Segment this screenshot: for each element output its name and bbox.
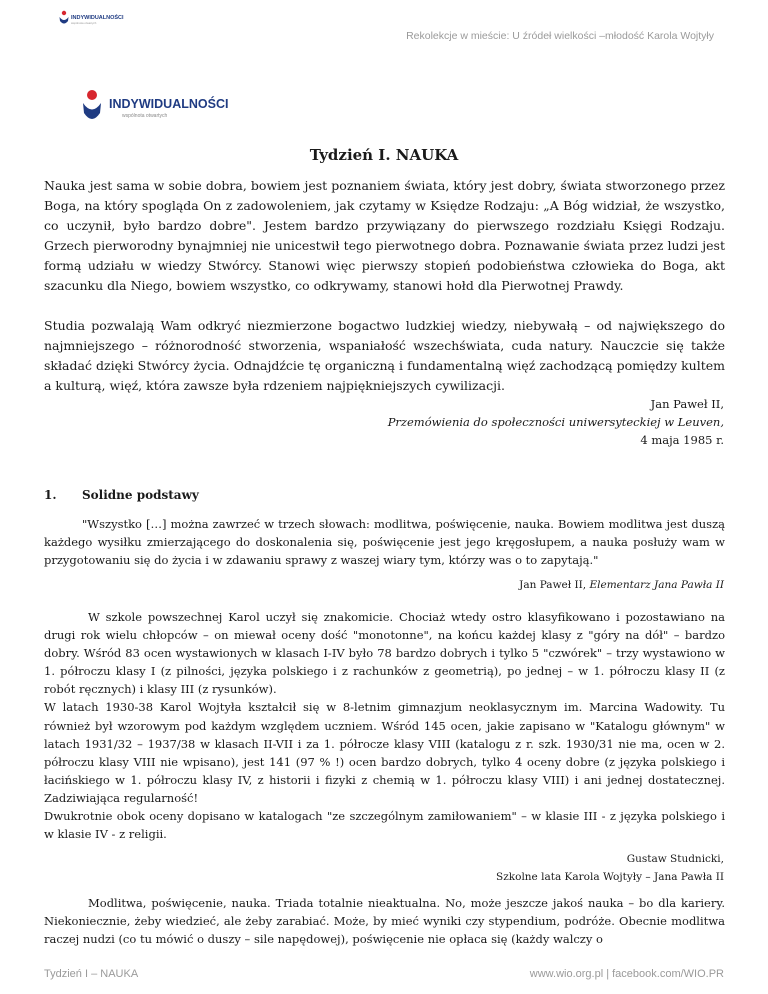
small-logo-brand: INDYWIDUALNOŚCI	[71, 15, 124, 21]
body-paragraph-4: Modlitwa, poświęcenie, nauka. Triada totalnie nieaktualna. No, może jeszcze jakoś nauka – bo dla kariery. Niekoniecznie, żeby wiedzieć, ale żeby zarabiać. Może, by mieć wyniki czy stypendium, podróże. Obecnie modlitwa raczej nudzi (co tu mówić o duszy – sile napędowej), poświęcenie nie opłaca się (każdy walczy o	[44, 896, 725, 947]
logo-brand: INDYWIDUALNOŚCI	[109, 97, 229, 111]
section-heading	[44, 488, 199, 502]
body-paragraph-2: W latach 1930-38 Karol Wojtyła kształcił się w 8-letnim gimnazjum neoklasycznym im. Marcina Wadowity. Tu również był wzorowym pod każdym względem uczniem. Wśród 145 ocen, jakie zapisano w "Katalogu głównym" w latach 1931/32 – 1937/38 w klasach II-VII i za 1. półrocze klasy VIII (katalogu z r. szk. 1930/31 nie ma, ocen w 2. półroczu klasy VIII nie wpisano), jest 141 (97 % !) ocen bardzo dobrych, tylko 4 oceny dobre (z języka polskiego i łacińskiego w 1. półroczu klasy IV, z historii i fizyki z chemią w 1. półroczu klasy VIII) i ani jednej dostatecznej. Zadziwiająca regularność!	[44, 700, 725, 805]
footer-right: www.wio.org.pl | facebook.com/WIO.PR	[529, 968, 724, 980]
body-paragraph-3: Dwukrotnie obok oceny dopisano w katalogach "ze szczególnym zamiłowaniem" – w klasie III - z języka polskiego i w klasie IV - z religii.	[44, 809, 725, 842]
body-sig-source: Szkolne lata Karola Wojtyły – Jana Pawła II	[496, 871, 724, 883]
footer-left: Tydzień I – NAUKA	[44, 968, 139, 980]
quote-signature	[519, 579, 724, 591]
body-paragraph-1: W szkole powszechnej Karol uczył się znakomicie. Chociaż wtedy ostro klasyfikowano i pozostawiano na drugi rok wielu chłopców – on miewał oceny dość "monotonne", na końcu każdej klasy z "góry na dół" – bardzo dobry. Wśród 83 ocen wystawionych w klasach I-IV było 78 bardzo dobrych i tylko 5 "czwórek" – trzy wystawiono w 1. półroczu klasy I (z pilności, języka polskiego i z rachunków z geometrią), po jednej – w 1. półroczu klasy II (z robót ręcznych) i klasy III (z rysunków).	[44, 610, 725, 697]
intro-paragraph-2: Studia pozwalają Wam odkryć niezmierzone bogactwo ludzkiej wiedzy, niebywałą – od największego do najmniejszego – różnorodność stworzenia, wspaniałość wszechświata, cuda natury. Nauczcie się także składać dzięki Stwórcy życia. Odnajdźcie tę organiczną i fundamentalną więź zachodzącą pomiędzy kultem a kulturą, więź, która zawsze była rdzeniem najpiękniejszych cywilizacji.	[44, 318, 725, 393]
intro-sig-date: 4 maja 1985 r.	[640, 433, 724, 447]
small-logo-tagline: wspólnota otwartych	[71, 21, 97, 25]
body-block	[44, 608, 725, 843]
quote-text: "Wszystko […] można zawrzeć w trzech słowach: modlitwa, poświęcenie, nauka. Bowiem modlitwa jest duszą każdego wysiłku zmierzającego do doskonalenia się, poświęcenie jest jego kręgosłupem, a nauka posłuży wam w przygotowaniu się do życia i w zdawaniu sprawy z waszej wiary tym, którzy was o to zapytają."	[44, 517, 725, 567]
section-number: 1.	[44, 488, 57, 502]
quote-sig-author: Jan Paweł II,	[519, 579, 587, 591]
section-title: Solidne podstawy	[82, 488, 199, 502]
page-title: Tydzień I. NAUKA	[309, 146, 459, 164]
quote-sig-title: Elementarz Jana Pawła II	[589, 579, 724, 591]
intro-signature	[224, 395, 724, 449]
intro-sig-author: Jan Paweł II,	[650, 397, 724, 411]
brand-logo	[82, 86, 229, 128]
logo-body-icon	[83, 103, 101, 119]
logo-tagline: wspólnota otwartych	[122, 113, 168, 119]
body-sig-author: Gustaw Studnicki,	[626, 853, 724, 865]
logo-head-icon	[87, 90, 97, 100]
small-logo	[58, 9, 124, 29]
intro-sig-source: Przemówienia do społeczności uniwersyteckiej w Leuven,	[387, 415, 724, 429]
page-header: Rekolekcje w mieście: U źródeł wielkości –młodość Karola Wojtyły	[406, 30, 714, 42]
body-signature	[496, 850, 724, 886]
intro-paragraph-1: Nauka jest sama w sobie dobra, bowiem jest poznaniem świata, który jest dobry, świata stworzonego przez Boga, na który spogląda On z zadowoleniem, jak czytamy w Księdze Rodzaju: „A Bóg widział, że wszystko, co uczynił, było bardzo dobre". Jestem bardzo przywiązany do pierwszego rozdziału Księgi Rodzaju. Grzech pierworodny bynajmniej nie unicestwił tego pierwotnego dobra. Poznawanie świata przez ludzi jest formą udziału w wiedzy Stwórcy. Stanowi więc pierwszy stopień podobieństwa człowieka do Boga, akt szacunku dla Niego, bowiem wszystko, co odkrywamy, stanowi hołd dla Pierwotnej Prawdy.	[44, 178, 725, 293]
